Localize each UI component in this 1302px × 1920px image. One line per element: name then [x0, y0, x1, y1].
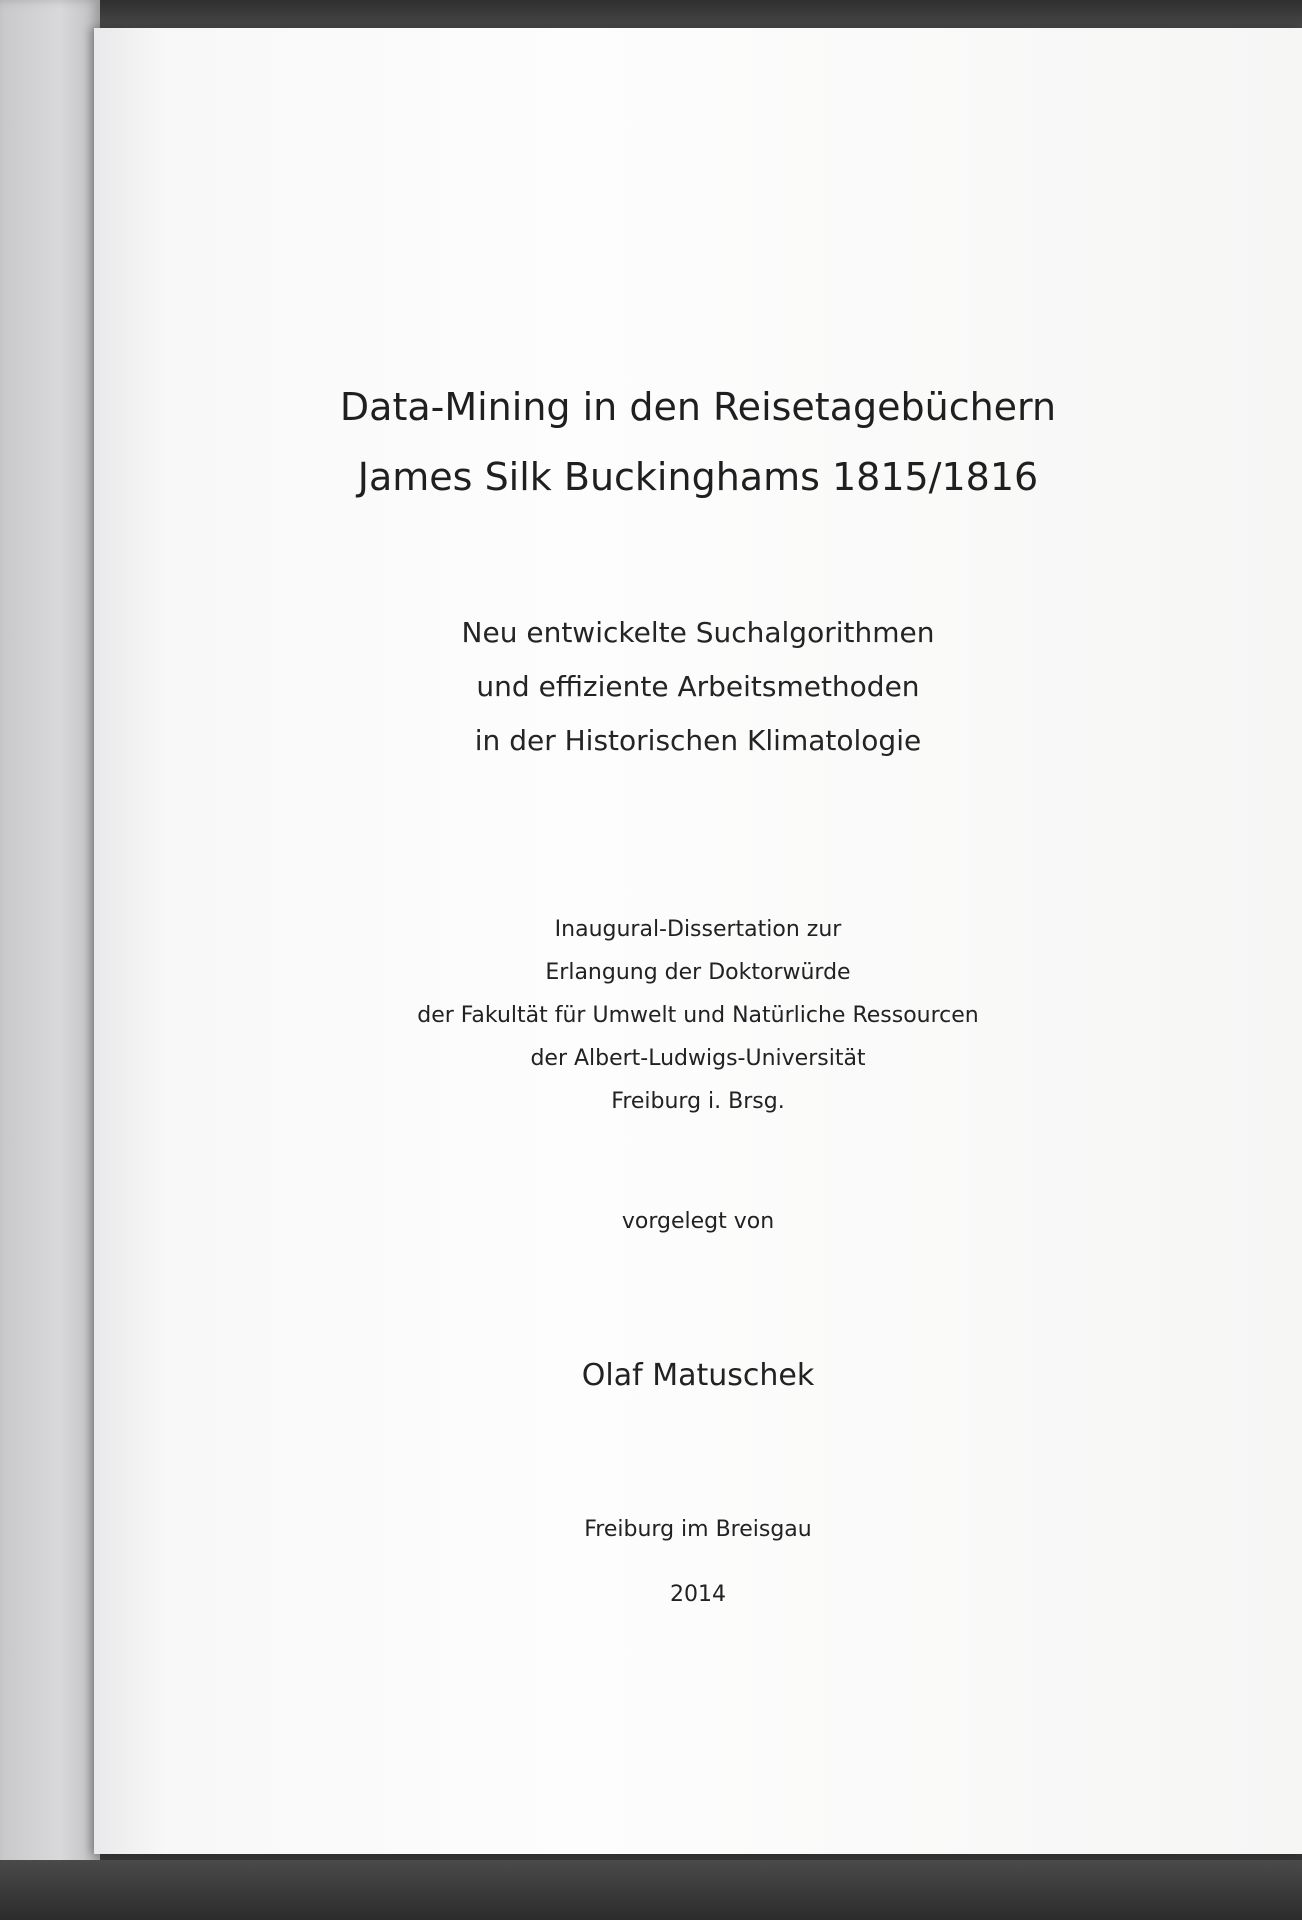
dissertation-line-3: der Fakultät für Umwelt und Natürliche Ressourcen: [417, 1003, 979, 1028]
subtitle-line-1: Neu entwickelte Suchalgorithmen: [461, 616, 935, 649]
publication-year: 2014: [670, 1582, 726, 1607]
presented-by-label: vorgelegt von: [621, 1209, 775, 1234]
title-line-1: Data-Mining in den Reisetagebüchern: [339, 385, 1057, 429]
subtitle-line-2: und effiziente Arbeitsmethoden: [476, 670, 920, 703]
scanner-bottom-edge: [0, 1860, 1302, 1920]
author-name: Olaf Matuschek: [581, 1358, 815, 1393]
dissertation-line-4: der Albert-Ludwigs-Universität: [530, 1046, 866, 1071]
dissertation-line-5: Freiburg i. Brsg.: [611, 1089, 785, 1114]
dissertation-line-2: Erlangung der Doktorwürde: [545, 960, 851, 985]
title-line-2: James Silk Buckinghams 1815/1816: [357, 455, 1039, 499]
scanner-top-edge: [0, 0, 1302, 30]
place-of-publication: Freiburg im Breisgau: [584, 1517, 812, 1542]
dissertation-line-1: Inaugural-Dissertation zur: [554, 917, 842, 942]
subtitle-line-3: in der Historischen Klimatologie: [474, 724, 922, 757]
